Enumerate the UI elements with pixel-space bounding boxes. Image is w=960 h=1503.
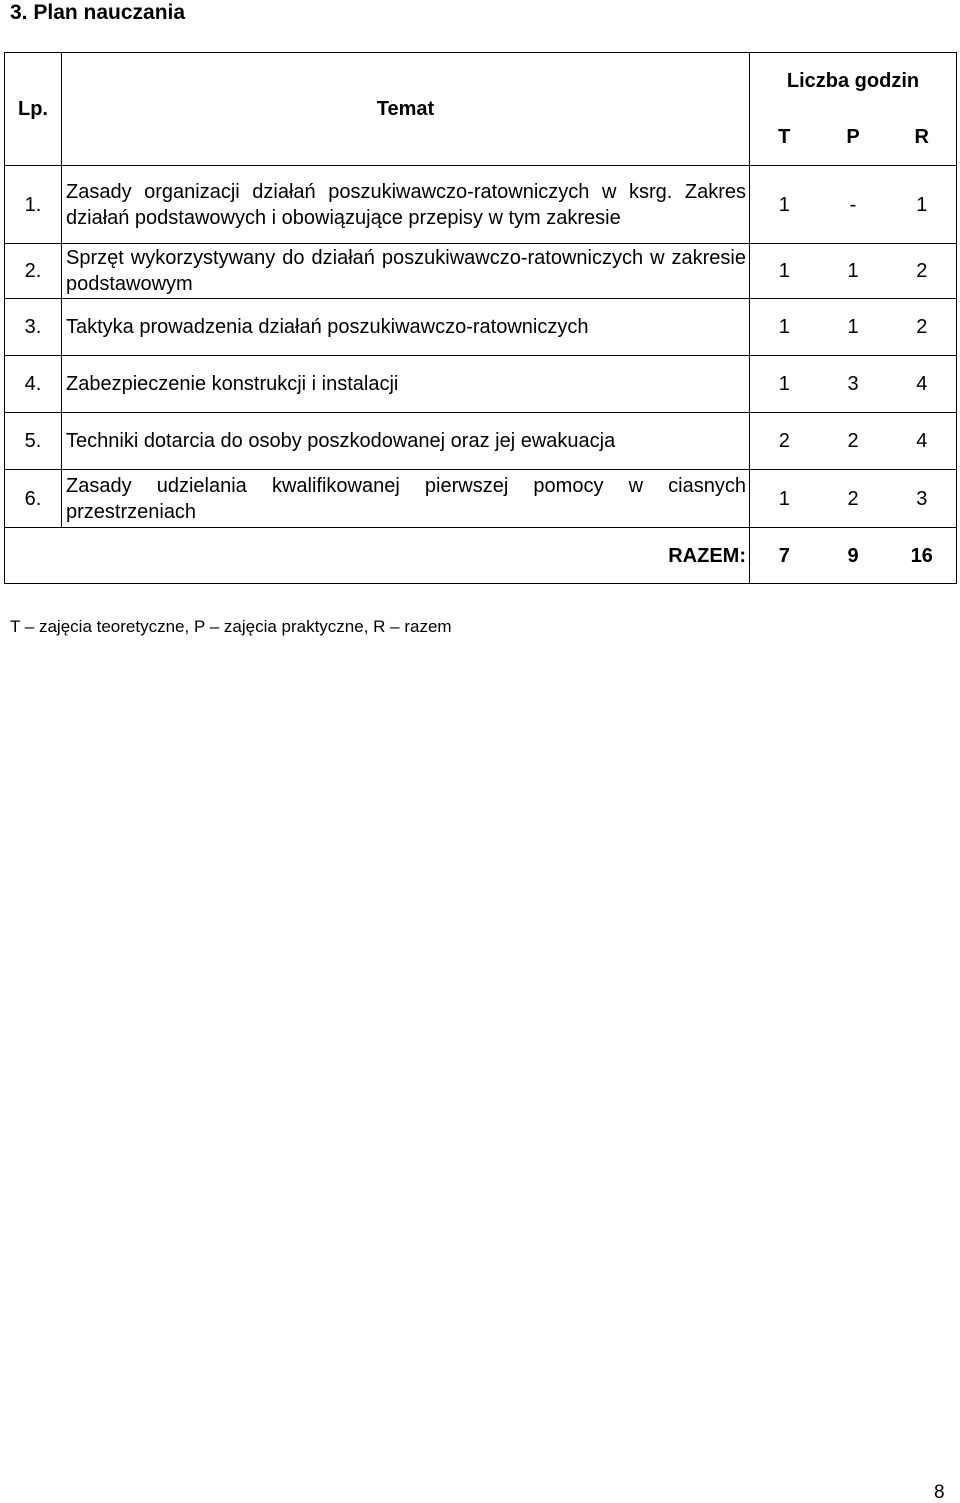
table-row: [5, 244, 957, 299]
row-p: 2: [819, 413, 888, 470]
row-temat: Techniki dotarcia do osoby poszkodowanej oraz jej ewakuacja: [62, 413, 750, 470]
table-footnote: T – zajęcia teoretyczne, P – zajęcia praktyczne, R – razem: [10, 617, 452, 636]
header-lp: Lp.: [5, 53, 62, 166]
total-t: 7: [750, 528, 819, 584]
row-temat: Taktyka prowadzenia działań poszukiwawczo-ratowniczych: [62, 299, 750, 356]
header-r: R: [888, 109, 957, 166]
row-t: 1: [750, 356, 819, 413]
table-row: [5, 470, 957, 528]
section-title: 3. Plan nauczania: [10, 1, 186, 24]
row-r: 1: [888, 166, 957, 244]
row-r: 3: [888, 470, 957, 528]
table-header-row: [5, 53, 957, 109]
row-t: 1: [750, 299, 819, 356]
row-t: 1: [750, 166, 819, 244]
row-p: 2: [819, 470, 888, 528]
row-temat: Sprzęt wykorzystywany do działań poszukiwawczo-ratowniczych w zakresie podstawowym: [62, 244, 750, 299]
table-row: [5, 299, 957, 356]
row-t: 2: [750, 413, 819, 470]
page-number: 8: [934, 1482, 945, 1503]
table-row: [5, 356, 957, 413]
table-total-row: [5, 528, 957, 584]
row-lp: 5.: [5, 413, 62, 470]
row-p: 3: [819, 356, 888, 413]
row-r: 4: [888, 356, 957, 413]
row-temat: Zasady udzielania kwalifikowanej pierwszej pomocy w ciasnych przestrzeniach: [62, 470, 750, 528]
curriculum-table: [4, 52, 957, 584]
row-temat: Zabezpieczenie konstrukcji i instalacji: [62, 356, 750, 413]
header-p: P: [819, 109, 888, 166]
row-temat: Zasady organizacji działań poszukiwawczo-ratowniczych w ksrg. Zakres działań podstawowych i obowiązujące przepisy w tym zakresie: [62, 166, 750, 244]
row-r: 2: [888, 299, 957, 356]
row-p: 1: [819, 244, 888, 299]
table-row: [5, 413, 957, 470]
row-r: 4: [888, 413, 957, 470]
row-p: 1: [819, 299, 888, 356]
row-lp: 4.: [5, 356, 62, 413]
table-row: [5, 166, 957, 244]
row-lp: 6.: [5, 470, 62, 528]
row-t: 1: [750, 244, 819, 299]
row-r: 2: [888, 244, 957, 299]
row-lp: 3.: [5, 299, 62, 356]
header-temat: Temat: [62, 53, 750, 166]
header-liczba-godzin: Liczba godzin: [750, 53, 957, 109]
row-t: 1: [750, 470, 819, 528]
row-lp: 1.: [5, 166, 62, 244]
total-r: 16: [888, 528, 957, 584]
row-p: -: [819, 166, 888, 244]
row-lp: 2.: [5, 244, 62, 299]
total-label: RAZEM:: [5, 528, 750, 584]
total-p: 9: [819, 528, 888, 584]
header-t: T: [750, 109, 819, 166]
